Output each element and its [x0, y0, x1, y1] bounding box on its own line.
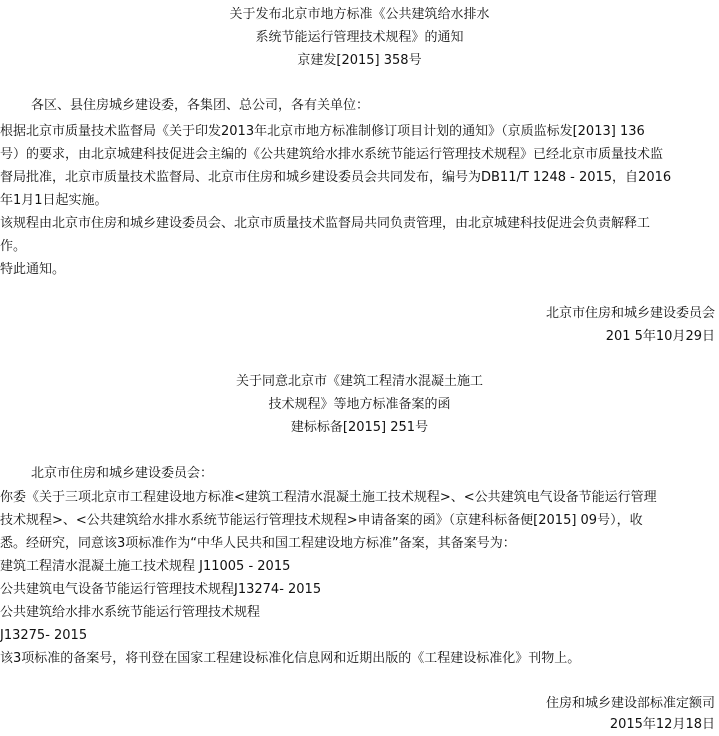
notice1-body-line: 督局批准，北京市质量技术监督局、北京市住房和城乡建设委员会共同发布，编号为DB11/T 1248 - 2015，自2016 — [0, 170, 672, 185]
notice1-title-line-1: 关于发布北京市地方标准《公共建筑给水排水 — [229, 7, 490, 22]
notice2-body-line: 悉。经研究，同意该3项标准作为“中华人民共和国工程建设地方标准”备案，其备案号为： — [0, 536, 516, 551]
notice1-date: 201 5年10月29日 — [605, 329, 715, 344]
notice1-closing: 特此通知。 — [0, 262, 66, 277]
notice1-body-line: 该规程由北京市住房和城乡建设委员会、北京市质量技术监督局共同负责管理，由北京城建科技促进会负责解释工 — [0, 216, 651, 231]
notice2-doc-number: 建标标备[2015] 251号 — [290, 420, 429, 435]
notice2-salutation: 北京市住房和城乡建设委员会： — [31, 466, 214, 481]
notice1-body-line: 年1月1日起实施。 — [0, 193, 108, 208]
notice2-signature: 住房和城乡建设部标准定额司 — [545, 696, 715, 711]
notice1-body-line: 作。 — [0, 239, 27, 254]
notice2-body-line: 技术规程>、<公共建筑给水排水系统节能运行管理技术规程>申请备案的函》（京建科标备便[2015] 09号），收 — [0, 513, 643, 528]
notice1-title-line-2: 系统节能运行管理技术规程》的通知 — [255, 30, 464, 45]
notice2-title-line-1: 关于同意北京市《建筑工程清水混凝土施工 — [235, 374, 483, 389]
notice1-body-line: 号）的要求，由北京城建科技促进会主编的《公共建筑给水排水系统节能运行管理技术规程》已经北京市质量技术监 — [0, 147, 664, 162]
notice1-doc-number: 京建发[2015] 358号 — [297, 53, 422, 68]
notice2-standard-2: 公共建筑电气设备节能运行管理技术规程J13274- 2015 — [0, 582, 322, 597]
notice2-title-line-2: 技术规程》等地方标准备案的函 — [268, 397, 451, 412]
notice2-body-line: 你委《关于三项北京市工程建设地方标准<建筑工程清水混凝土施工技术规程>、<公共建筑电气设备节能运行管理 — [0, 490, 657, 505]
notice1-salutation: 各区、县住房城乡建设委，各集团、总公司，各有关单位： — [31, 98, 370, 113]
notice2-standard-3-number: J13275- 2015 — [0, 628, 88, 643]
notice2-body-line: 该3项标准的备案号，将刊登在国家工程建设标准化信息网和近期出版的《工程建设标准化》刊物上。 — [0, 651, 581, 666]
notice2-standard-1: 建筑工程清水混凝土施工技术规程 J11005 - 2015 — [0, 559, 291, 574]
notice2-date: 2015年12月18日 — [609, 717, 715, 732]
notice2-standard-3: 公共建筑给水排水系统节能运行管理技术规程 — [0, 605, 261, 620]
notice1-signature: 北京市住房和城乡建设委员会 — [545, 306, 715, 321]
notice1-body-line: 根据北京市质量技术监督局《关于印发2013年北京市地方标准制修订项目计划的通知》（京质监标发[2013] 136 — [0, 124, 645, 139]
